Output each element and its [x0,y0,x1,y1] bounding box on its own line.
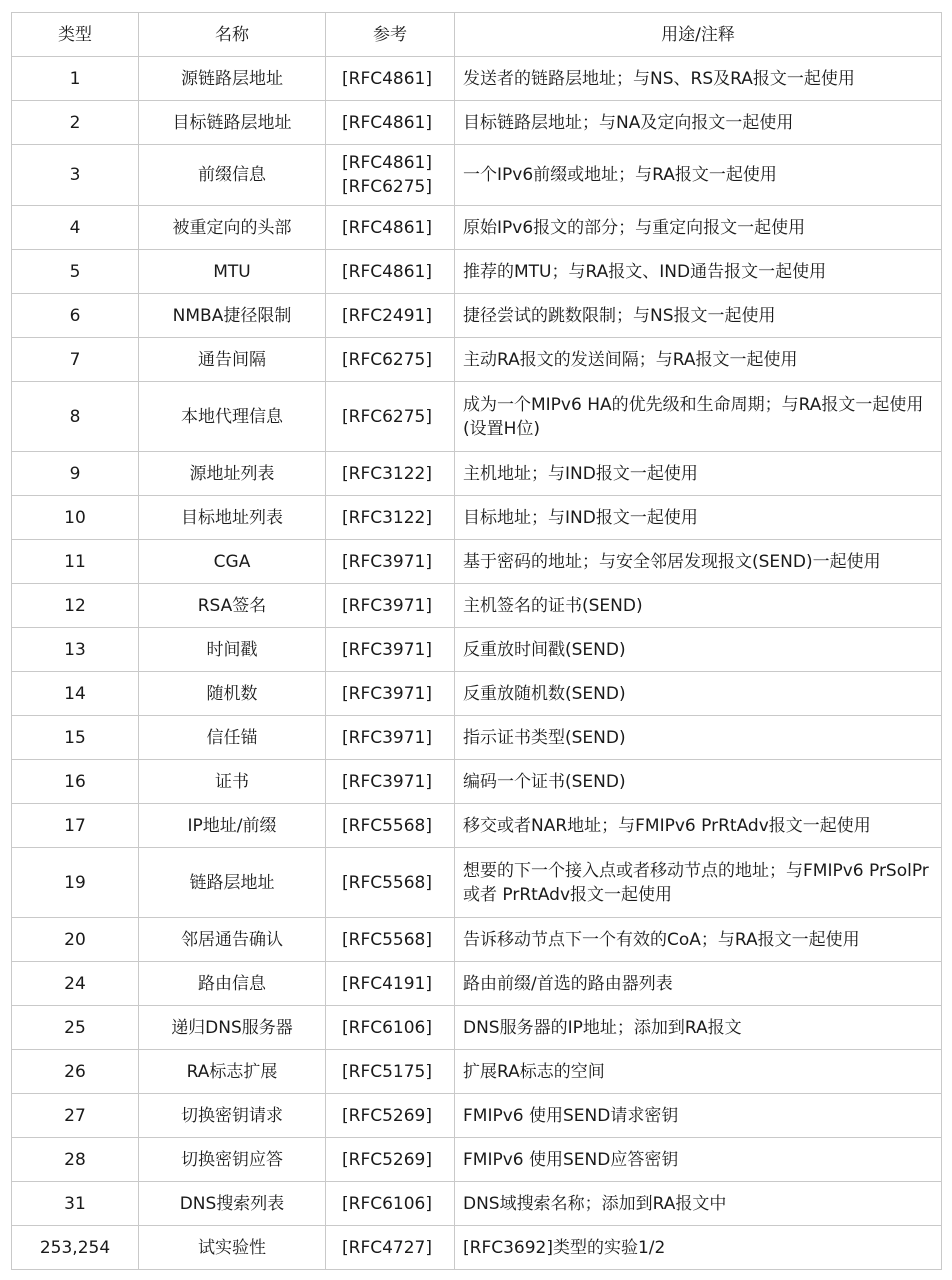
cell-type: 11 [12,540,139,584]
cell-name: 随机数 [139,672,326,716]
cell-use: 移交或者NAR地址；与FMIPv6 PrRtAdv报文一起使用 [455,804,942,848]
nd-options-table [11,12,942,1270]
ref-citation: [RFC5568] [342,929,432,950]
cell-type: 15 [12,716,139,760]
ref-citation: [RFC5269] [342,1149,432,1170]
cell-ref [326,145,455,206]
ref-citation: [RFC3971] [342,639,432,660]
cell-use: 主机签名的证书(SEND) [455,584,942,628]
table-header-row [12,13,942,57]
cell-ref [326,1182,455,1226]
nd-options-table-container [11,12,941,1270]
cell-name: DNS搜索列表 [139,1182,326,1226]
ref-citation: [RFC5175] [342,1061,432,1082]
cell-type: 14 [12,672,139,716]
cell-type: 24 [12,962,139,1006]
ref-citation: [RFC6275] [342,177,432,197]
cell-ref [326,540,455,584]
ref-citation: [RFC6106] [342,1017,432,1038]
table-row [12,1226,942,1270]
cell-use: 扩展RA标志的空间 [455,1050,942,1094]
cell-name: RA标志扩展 [139,1050,326,1094]
table-row [12,1182,942,1226]
cell-ref [326,848,455,918]
cell-use: 反重放时间戳(SEND) [455,628,942,672]
cell-use: 基于密码的地址；与安全邻居发现报文(SEND)一起使用 [455,540,942,584]
cell-use: 编码一个证书(SEND) [455,760,942,804]
cell-name: 切换密钥应答 [139,1138,326,1182]
ref-citation: [RFC3971] [342,595,432,616]
cell-name: 源地址列表 [139,452,326,496]
cell-ref [326,584,455,628]
cell-type: 6 [12,294,139,338]
cell-use: 反重放随机数(SEND) [455,672,942,716]
cell-name: CGA [139,540,326,584]
table-row [12,294,942,338]
cell-type: 3 [12,145,139,206]
cell-type: 28 [12,1138,139,1182]
header-name: 名称 [139,13,326,57]
cell-ref [326,1006,455,1050]
cell-name: 邻居通告确认 [139,918,326,962]
cell-ref [326,452,455,496]
cell-use: 成为一个MIPv6 HA的优先级和生命周期；与RA报文一起使用(设置H位) [455,382,942,452]
cell-use: 主动RA报文的发送间隔；与RA报文一起使用 [455,338,942,382]
cell-use: 一个IPv6前缀或地址；与RA报文一起使用 [455,145,942,206]
cell-use: 想要的下一个接入点或者移动节点的地址；与FMIPv6 PrSolPr 或者 PrRtAdv报文一起使用 [455,848,942,918]
table-row [12,804,942,848]
cell-name: 前缀信息 [139,145,326,206]
cell-ref [326,672,455,716]
table-row [12,628,942,672]
cell-ref [326,1138,455,1182]
cell-type: 16 [12,760,139,804]
cell-ref [326,1226,455,1270]
ref-citation: [RFC4191] [342,973,432,994]
cell-ref [326,206,455,250]
cell-type: 5 [12,250,139,294]
table-row [12,1050,942,1094]
table-row [12,382,942,452]
cell-ref [326,338,455,382]
table-row [12,672,942,716]
cell-use: [RFC3692]类型的实验1/2 [455,1226,942,1270]
cell-name: 时间戳 [139,628,326,672]
cell-type: 26 [12,1050,139,1094]
table-row [12,716,942,760]
cell-ref [326,1094,455,1138]
cell-ref [326,760,455,804]
header-use: 用途/注释 [455,13,942,57]
cell-type: 1 [12,57,139,101]
ref-citation: [RFC3971] [342,771,432,792]
cell-ref [326,962,455,1006]
cell-type: 20 [12,918,139,962]
table-row [12,848,942,918]
table-row [12,206,942,250]
cell-ref [326,101,455,145]
cell-use: 主机地址；与IND报文一起使用 [455,452,942,496]
cell-use: 目标地址；与IND报文一起使用 [455,496,942,540]
cell-type: 12 [12,584,139,628]
cell-ref [326,496,455,540]
ref-citation: [RFC2491] [342,305,432,326]
cell-name: 试实验性 [139,1226,326,1270]
cell-name: 证书 [139,760,326,804]
cell-type: 19 [12,848,139,918]
cell-type: 7 [12,338,139,382]
ref-citation: [RFC3971] [342,727,432,748]
ref-citation: [RFC3122] [342,507,432,528]
table-row [12,101,942,145]
table-row [12,962,942,1006]
table-row [12,1094,942,1138]
cell-type: 27 [12,1094,139,1138]
ref-citation: [RFC3971] [342,683,432,704]
cell-name: IP地址/前缀 [139,804,326,848]
cell-name: 路由信息 [139,962,326,1006]
header-ref: 参考 [326,13,455,57]
ref-citation: [RFC4861] [342,217,432,238]
ref-citation: [RFC6106] [342,1193,432,1214]
cell-use: 指示证书类型(SEND) [455,716,942,760]
cell-ref [326,294,455,338]
cell-use: 路由前缀/首选的路由器列表 [455,962,942,1006]
cell-ref [326,918,455,962]
header-type: 类型 [12,13,139,57]
cell-name: 源链路层地址 [139,57,326,101]
table-row [12,250,942,294]
cell-name: 信任锚 [139,716,326,760]
cell-name: 目标链路层地址 [139,101,326,145]
cell-type: 13 [12,628,139,672]
cell-name: 目标地址列表 [139,496,326,540]
cell-use: FMIPv6 使用SEND应答密钥 [455,1138,942,1182]
cell-use: 捷径尝试的跳数限制；与NS报文一起使用 [455,294,942,338]
cell-name: 通告间隔 [139,338,326,382]
cell-name: MTU [139,250,326,294]
cell-use: DNS域搜索名称；添加到RA报文中 [455,1182,942,1226]
cell-use: 推荐的MTU；与RA报文、IND通告报文一起使用 [455,250,942,294]
cell-ref [326,804,455,848]
table-row [12,452,942,496]
ref-citation: [RFC4861] [342,68,432,89]
table-row [12,584,942,628]
ref-citation: [RFC5568] [342,815,432,836]
cell-type: 4 [12,206,139,250]
cell-type: 253,254 [12,1226,139,1270]
ref-citation: [RFC4861] [342,153,432,173]
cell-ref [326,57,455,101]
table-row [12,760,942,804]
table-row [12,1138,942,1182]
cell-name: 被重定向的头部 [139,206,326,250]
table-row [12,1006,942,1050]
cell-use: 目标链路层地址；与NA及定向报文一起使用 [455,101,942,145]
ref-citation: [RFC4861] [342,261,432,282]
cell-use: FMIPv6 使用SEND请求密钥 [455,1094,942,1138]
cell-name: NMBA捷径限制 [139,294,326,338]
cell-type: 25 [12,1006,139,1050]
cell-ref [326,1050,455,1094]
cell-type: 10 [12,496,139,540]
ref-citation: [RFC3122] [342,463,432,484]
ref-citation: [RFC4861] [342,112,432,133]
cell-name: 链路层地址 [139,848,326,918]
cell-ref [326,628,455,672]
ref-citation: [RFC3971] [342,551,432,572]
cell-name: 本地代理信息 [139,382,326,452]
ref-citation: [RFC6275] [342,406,432,427]
cell-ref [326,250,455,294]
table-row [12,496,942,540]
cell-type: 2 [12,101,139,145]
cell-type: 8 [12,382,139,452]
ref-citation: [RFC5269] [342,1105,432,1126]
ref-citation: [RFC4727] [342,1237,432,1258]
table-body [12,57,942,1270]
table-row [12,338,942,382]
table-row [12,540,942,584]
table-row [12,918,942,962]
cell-use: DNS服务器的IP地址；添加到RA报文 [455,1006,942,1050]
table-row [12,57,942,101]
cell-ref [326,716,455,760]
cell-type: 17 [12,804,139,848]
cell-name: RSA签名 [139,584,326,628]
cell-type: 31 [12,1182,139,1226]
ref-citation: [RFC5568] [342,872,432,893]
cell-use: 发送者的链路层地址；与NS、RS及RA报文一起使用 [455,57,942,101]
table-row [12,145,942,206]
cell-use: 原始IPv6报文的部分；与重定向报文一起使用 [455,206,942,250]
cell-type: 9 [12,452,139,496]
cell-use: 告诉移动节点下一个有效的CoA；与RA报文一起使用 [455,918,942,962]
cell-name: 递归DNS服务器 [139,1006,326,1050]
cell-name: 切换密钥请求 [139,1094,326,1138]
cell-ref [326,382,455,452]
ref-citation: [RFC6275] [342,349,432,370]
